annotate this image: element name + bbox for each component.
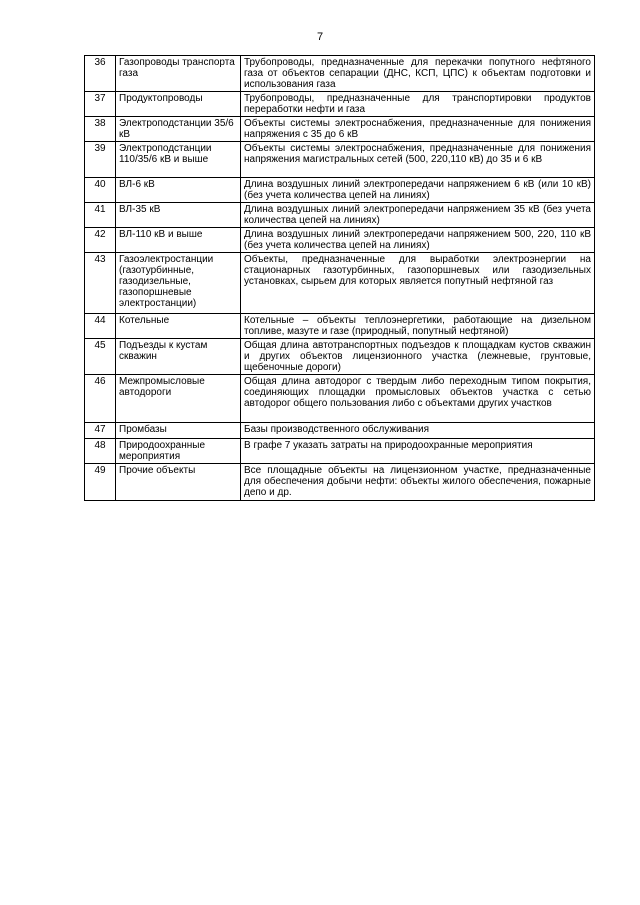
table-row [85,253,595,314]
object-name: Электроподстанции 110/35/6 кВ и выше [116,142,241,178]
object-description: Объекты системы электроснабжения, предназначенные для понижения напряжения магистральных сетей (500, 220,110 кВ) до 35 и 6 кВ [241,142,595,178]
table-row [85,314,595,339]
table-row [85,339,595,375]
row-number: 36 [85,56,116,92]
object-name: Прочие объекты [116,464,241,501]
table-row [85,92,595,117]
object-name: ВЛ-35 кВ [116,203,241,228]
object-description: Длина воздушных линий электропередачи напряжением 35 кВ (без учета количества цепей на линиях) [241,203,595,228]
object-description: Длина воздушных линий электропередачи напряжением 6 кВ (или 10 кВ) (без учета количества цепей на линиях) [241,178,595,203]
table-row [85,464,595,501]
row-number: 48 [85,439,116,464]
object-description: Котельные – объекты теплоэнергетики, работающие на дизельном топливе, мазуте и газе (природный, попутный нефтяной) [241,314,595,339]
object-name: ВЛ-110 кВ и выше [116,228,241,253]
table-row [85,375,595,423]
object-description: Объекты системы электроснабжения, предназначенные для понижения напряжения с 35 до 6 кВ [241,117,595,142]
object-description: Общая длина автодорог с твердым либо переходным типом покрытия, соединяющих площадки промысловых объектов участка с сетью автодорог общего пользования либо с объектами других участков [241,375,595,423]
object-description: Объекты, предназначенные для выработки электроэнергии на стационарных газотурбинных, газопоршневых или газодизельных установках, сырьем для которых является попутный нефтяной газ [241,253,595,314]
object-description: Трубопроводы, предназначенные для перекачки попутного нефтяного газа от объектов сепарации (ДНС, КСП, ЦПС) к объектам подготовки и использования газа [241,56,595,92]
row-number: 44 [85,314,116,339]
object-name: Газопроводы транспорта газа [116,56,241,92]
row-number: 37 [85,92,116,117]
object-description: Все площадные объекты на лицензионном участке, предназначенные для обеспечения добычи нефти: объекты жилого обеспечения, пожарные депо и др. [241,464,595,501]
object-name: Промбазы [116,423,241,439]
row-number: 49 [85,464,116,501]
object-name: ВЛ-6 кВ [116,178,241,203]
table-row [85,439,595,464]
object-name: Природоохранные мероприятия [116,439,241,464]
table-row [85,117,595,142]
row-number: 40 [85,178,116,203]
object-name: Газоэлектростанции (газотурбинные, газодизельные, газопоршневые электростанции) [116,253,241,314]
table-row [85,228,595,253]
row-number: 47 [85,423,116,439]
row-number: 42 [85,228,116,253]
table-row [85,178,595,203]
object-description: Общая длина автотранспортных подъездов к площадкам кустов скважин и других объектов лицензионного участка (лежневые, грунтовые, щебеночные дороги) [241,339,595,375]
row-number: 41 [85,203,116,228]
object-description: Трубопроводы, предназначенные для транспортировки продуктов переработки нефти и газа [241,92,595,117]
object-name: Межпромысловые автодороги [116,375,241,423]
object-name: Подъезды к кустам скважин [116,339,241,375]
page-number: 7 [316,31,324,43]
object-description: Длина воздушных линий электропередачи напряжением 500, 220, 110 кВ (без учета количества цепей на линиях) [241,228,595,253]
row-number: 43 [85,253,116,314]
row-number: 46 [85,375,116,423]
table-row [85,203,595,228]
table-row [85,56,595,92]
object-name: Котельные [116,314,241,339]
table-row [85,142,595,178]
object-name: Электроподстанции 35/6 кВ [116,117,241,142]
objects-table [84,55,595,501]
row-number: 38 [85,117,116,142]
row-number: 39 [85,142,116,178]
object-description: В графе 7 указать затраты на природоохранные мероприятия [241,439,595,464]
table-row [85,423,595,439]
object-description: Базы производственного обслуживания [241,423,595,439]
object-name: Продуктопроводы [116,92,241,117]
row-number: 45 [85,339,116,375]
